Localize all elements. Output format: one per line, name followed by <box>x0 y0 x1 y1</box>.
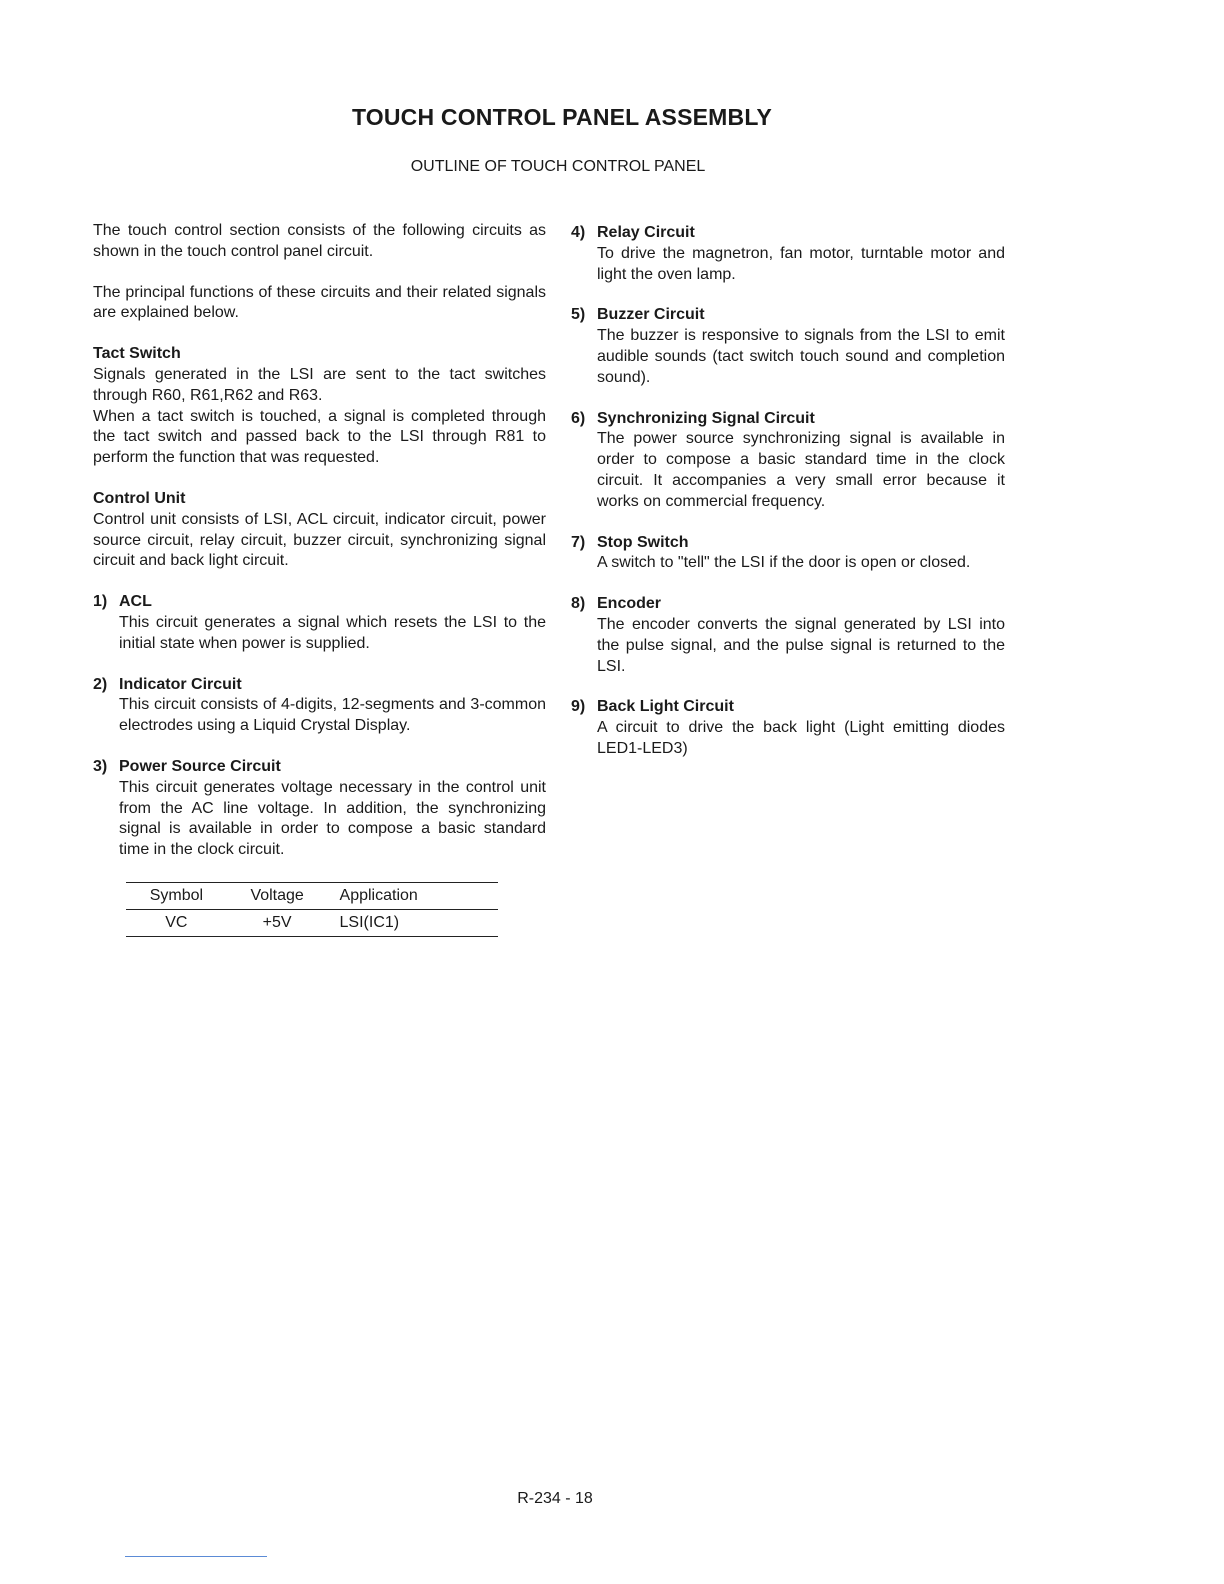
intro-paragraph-2: The principal functions of these circuits and their related signals are explained below. <box>93 283 546 322</box>
table-header-symbol: Symbol <box>149 886 204 904</box>
item-text: The power source synchronizing signal is available in order to compose a basic standard time in the clock circuit. It accompanies a very small error because it works on commercial frequency. <box>597 430 1005 510</box>
control-unit-heading: Control Unit <box>93 489 186 507</box>
item-text: To drive the magnetron, fan motor, turntable motor and light the oven lamp. <box>597 244 1005 283</box>
item-heading: Buzzer Circuit <box>597 306 705 324</box>
table-row <box>126 909 498 936</box>
tact-switch-text-2: When a tact switch is touched, a signal is completed through the tact switch and passed back to the LSI through R81 to perform the function that was requested. <box>93 407 546 467</box>
left-column <box>93 221 546 937</box>
tact-switch-section <box>93 344 546 469</box>
item-stop-switch <box>571 533 1005 575</box>
item-number: 5) <box>571 306 586 324</box>
item-number: 2) <box>93 675 108 693</box>
tact-switch-text-1: Signals generated in the LSI are sent to the tact switches through R60, R61,R62 and R63. <box>93 365 546 404</box>
decorative-rule <box>125 1556 267 1557</box>
page-subtitle: OUTLINE OF TOUCH CONTROL PANEL <box>410 158 706 175</box>
table-header-voltage: Voltage <box>250 886 304 904</box>
right-column <box>571 221 1005 760</box>
page-title: TOUCH CONTROL PANEL ASSEMBLY <box>351 104 773 130</box>
item-number: 9) <box>571 698 586 716</box>
item-number: 4) <box>571 224 586 241</box>
tact-switch-heading: Tact Switch <box>93 345 181 363</box>
item-synchronizing-signal-circuit <box>571 409 1005 513</box>
item-acl <box>93 592 546 654</box>
control-unit-text: Control unit consists of LSI, ACL circuit, indicator circuit, power source circuit, relay circuit, buzzer circuit, synchronizing signal circuit and back light circuit. <box>93 510 546 570</box>
table-cell-application: LSI(IC1) <box>339 913 400 931</box>
item-indicator-circuit <box>93 675 546 737</box>
item-number: 7) <box>571 533 586 551</box>
item-text: The encoder converts the signal generated by LSI into the pulse signal, and the pulse signal is returned to the LSI. <box>597 615 1005 675</box>
item-heading: Encoder <box>597 595 662 613</box>
item-back-light-circuit <box>571 697 1005 759</box>
item-number: 8) <box>571 595 586 613</box>
item-number: 6) <box>571 409 586 427</box>
item-power-source-circuit <box>93 757 546 861</box>
table-header-row <box>126 882 498 909</box>
item-heading: Stop Switch <box>597 533 689 551</box>
control-unit-section <box>93 489 546 572</box>
item-heading: Synchronizing Signal Circuit <box>597 409 815 427</box>
item-number: 3) <box>93 757 108 775</box>
table-cell-symbol: VC <box>165 913 188 931</box>
item-heading: Power Source Circuit <box>119 757 281 775</box>
item-heading: Back Light Circuit <box>597 698 734 716</box>
table-header-application: Application <box>339 886 418 904</box>
item-heading: Relay Circuit <box>597 224 695 241</box>
page-number: R-234 - 18 <box>517 1490 593 1507</box>
item-number: 1) <box>93 593 108 611</box>
item-text: This circuit generates a signal which resets the LSI to the initial state when power is supplied. <box>119 613 546 652</box>
table-cell-voltage: +5V <box>262 913 292 931</box>
item-heading: Indicator Circuit <box>119 675 242 693</box>
item-text: The buzzer is responsive to signals from the LSI to emit audible sounds (tact switch touch sound and completion sound). <box>597 327 1005 386</box>
item-text: This circuit consists of 4-digits, 12-segments and 3-common electrodes using a Liquid Crystal Display. <box>119 696 546 735</box>
intro-paragraph-1: The touch control section consists of the following circuits as shown in the touch control panel circuit. <box>93 222 546 260</box>
item-relay-circuit <box>571 223 1005 285</box>
item-encoder <box>571 594 1005 677</box>
item-heading: ACL <box>119 593 152 611</box>
item-text: This circuit generates voltage necessary in the control unit from the AC line voltage. In addition, the synchronizing signal is available in order to compose a basic standard time in the clock circuit. <box>119 778 546 859</box>
item-text: A circuit to drive the back light (Light emitting diodes LED1-LED3) <box>597 719 1005 757</box>
item-buzzer-circuit <box>571 305 1005 388</box>
item-text: A switch to "tell" the LSI if the door is open or closed. <box>597 554 971 572</box>
voltage-table <box>126 882 498 937</box>
